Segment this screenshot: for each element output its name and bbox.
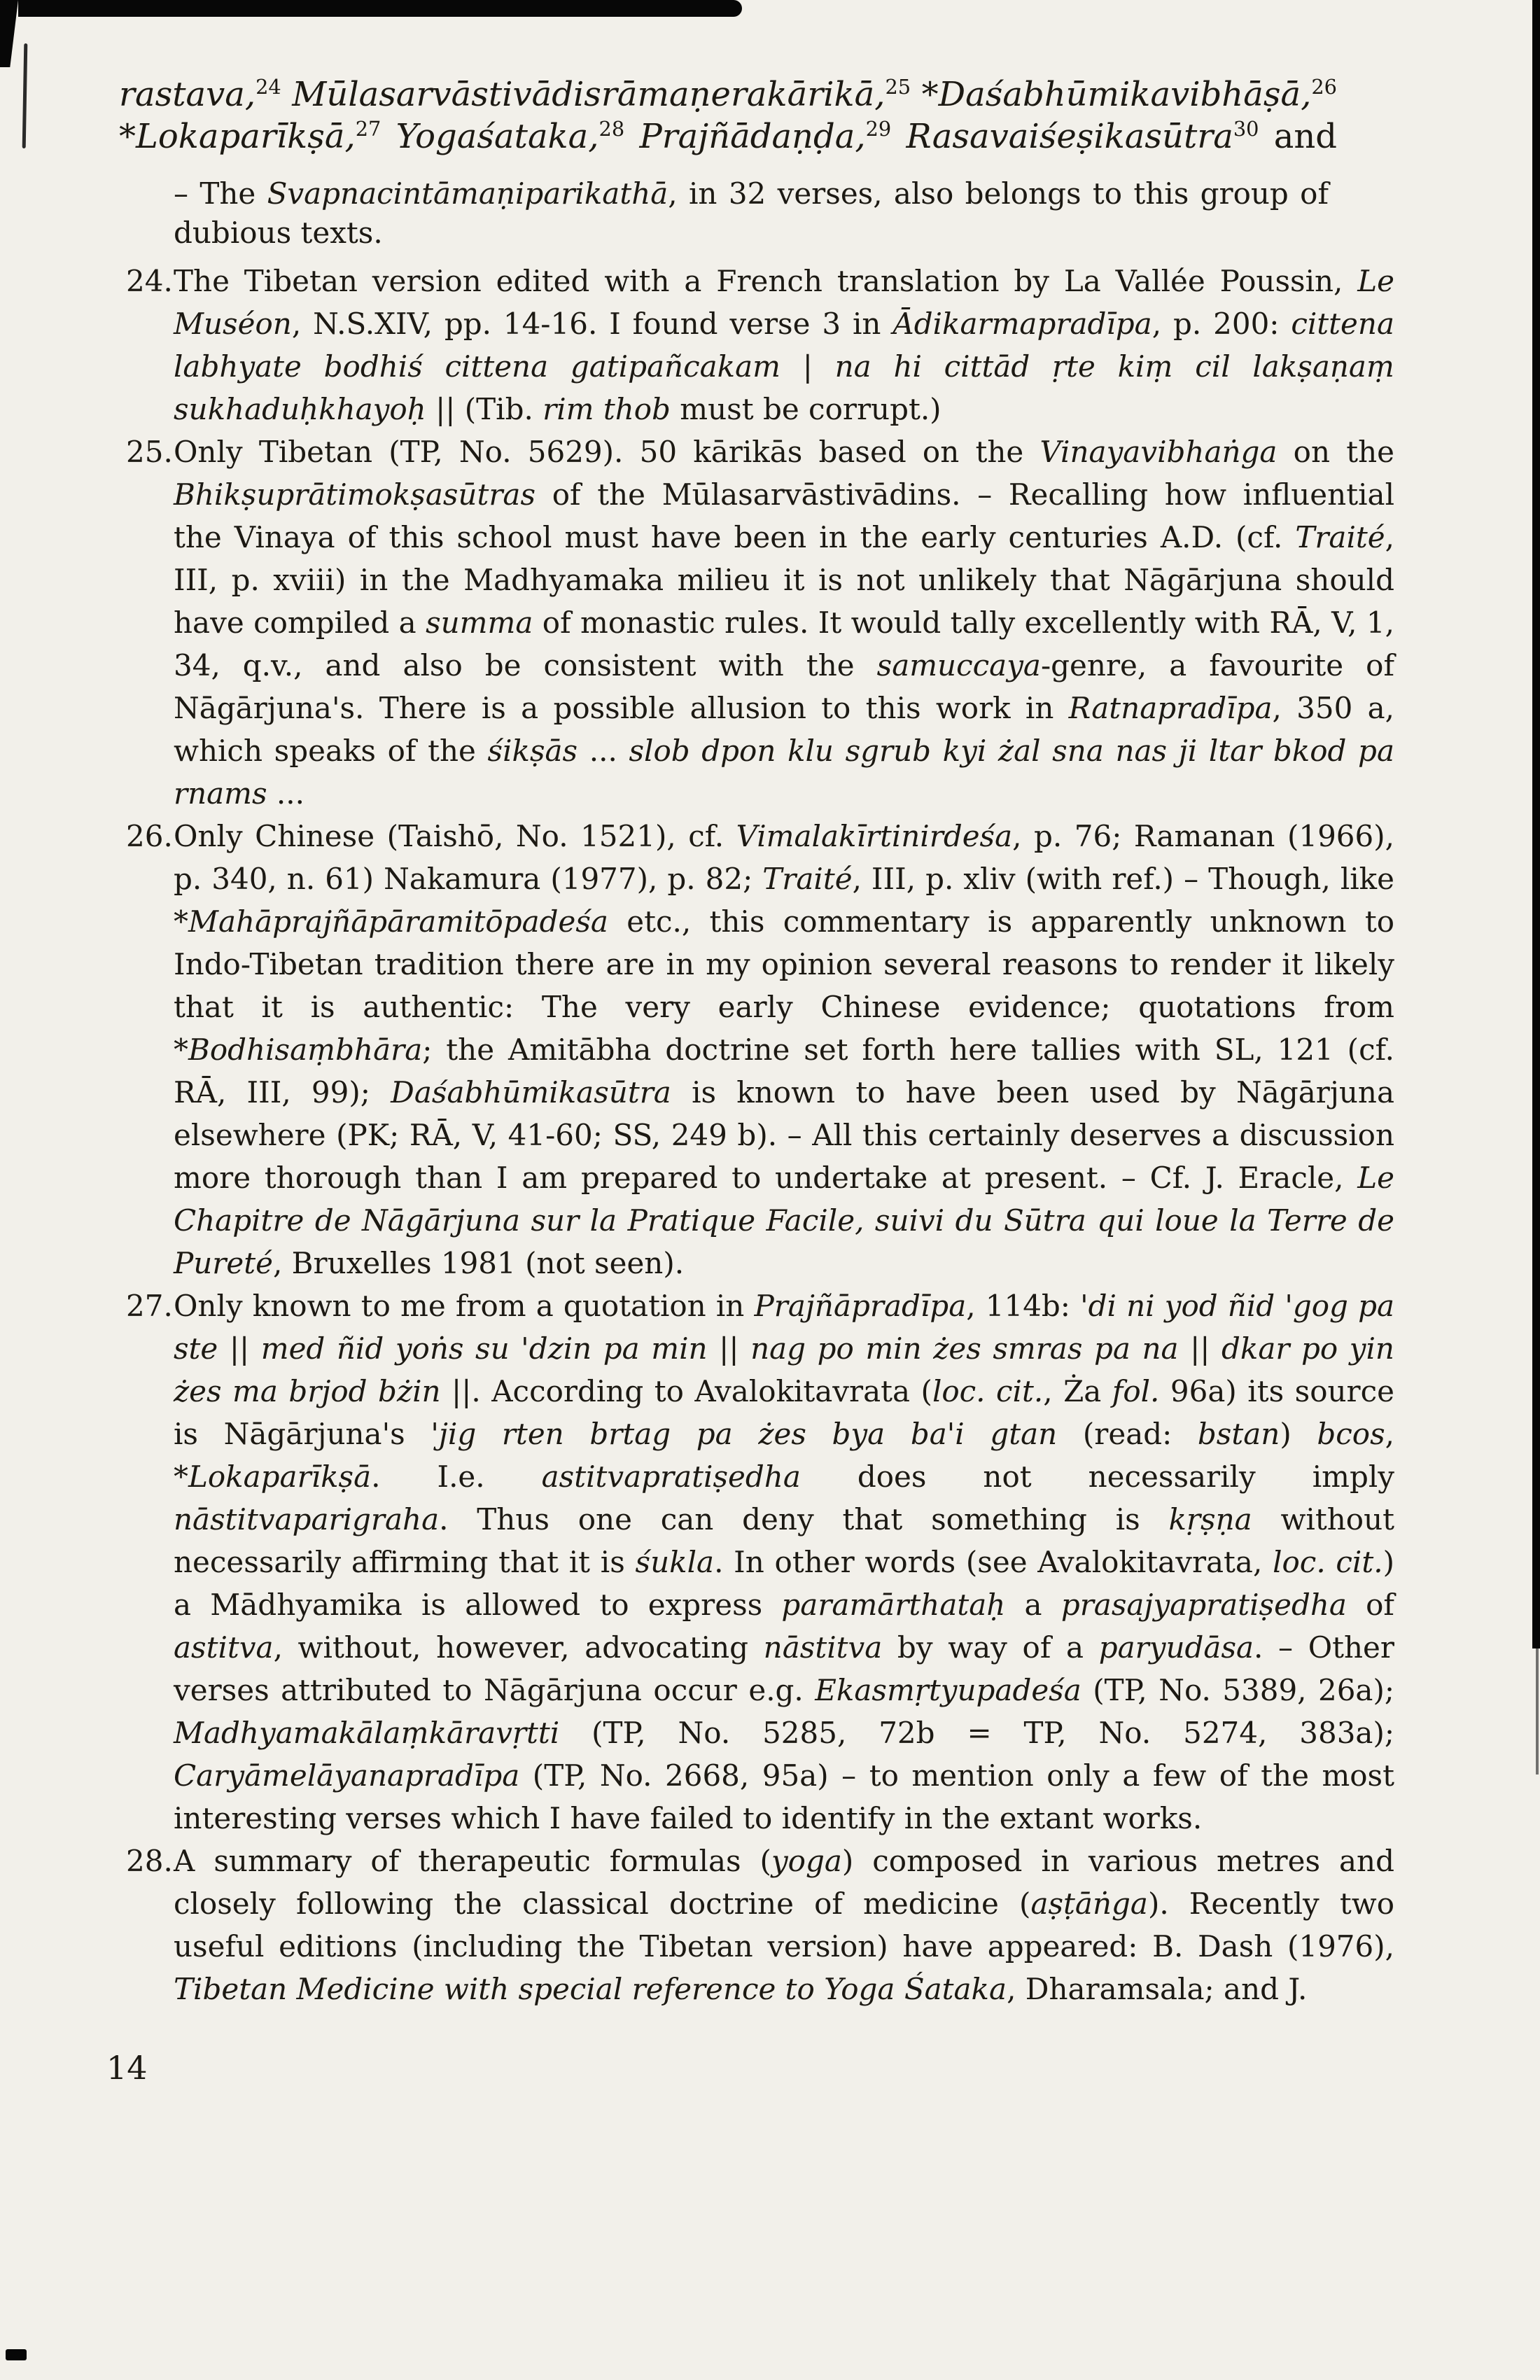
italic-text-run: aṣṭāṅga [1030,1886,1148,1921]
footnote-marker: 24 [255,75,281,99]
footnote-body [174,260,1394,430]
italic-text-run: 'di ni yod ñid 'gog pa ste [174,1289,1394,1366]
footnote-marker: 25 [885,75,911,99]
italic-text-run: bcos [1317,1417,1385,1451]
italic-text-run: Bhikṣuprātimokṣasūtras [174,477,536,512]
italic-text-run: paryudāsa [1098,1630,1254,1665]
italic-text-run: loc. cit. [1273,1545,1383,1579]
page-number: 14 [106,2049,148,2087]
text-run: , 114b: [966,1289,1081,1323]
footnote-marker: 29 [865,117,892,141]
footnote-body [174,815,1394,1284]
text-run: without necessarily affirming that it is [174,1502,1395,1579]
italic-text-run: samuccaya [876,648,1041,682]
page-content [106,74,1395,2087]
footnote-marker: 27 [355,117,382,141]
indented-note [174,174,1329,253]
scan-artifact-corner-mark [0,0,18,67]
italic-text-run: Vimalakīrtinirdeśa [736,819,1013,853]
text-run: ... [267,776,304,811]
text-run: , p. 200: [1152,307,1292,341]
italic-text-run: na hi cittād ṛte kiṃ cil lakṣaṇaṃ sukhaduḥkhayoḥ [174,349,1394,426]
italic-text-run: Tibetan Medicine with special reference to Yoga Śataka [174,1972,1007,2006]
italic-text-run: prasajyapratiṣedha [1060,1588,1347,1622]
italic-text-run: Mūlasarvāstivādisrāmaṇerakārikā, [281,75,886,114]
italic-text-run: fol. [1112,1374,1160,1408]
italic-text-run: Ādikarmapradīpa [892,307,1152,341]
text-run: , N.S.XIV, pp. 14-16. I found verse 3 in [291,307,893,341]
footnote-number: 27. [126,1289,173,1323]
italic-text-run: Svapnacintāmaṇiparikathā [267,176,668,211]
text-run: , * [174,1417,1394,1494]
footnote-body [174,1840,1394,2010]
scan-artifact-right-edge [1532,0,1540,1648]
footnote-number: 24. [126,264,173,298]
scan-artifact-right-edge-tail [1536,1648,1539,1774]
text-run: , III, p. xliv (with ref.) – Though, like * [174,862,1394,939]
text-run: , without, however, advocating [273,1630,764,1665]
italic-text-run: med ñid yoṅs su 'dzin pa min [260,1331,708,1366]
text-run: on the [1277,435,1394,469]
text-run: || (Tib. [426,392,543,426]
text-run: , 350 a, which speaks of the [174,691,1395,768]
italic-text-run: loc. cit. [932,1374,1044,1408]
scan-artifact-left-line [22,43,28,148]
footnote-number: 25. [126,435,173,469]
footnotes-list [126,260,1394,2010]
text-run: , Ża [1043,1374,1112,1408]
italic-text-run: Ekasmṛtyupadeśa [815,1673,1082,1707]
text-run: Only known to me from a quotation in [174,1289,755,1323]
italic-text-run: Le Chapitre de Nāgārjuna sur la Pratique Facile, suivi du Sūtra qui loue la Terre de Pureté [174,1161,1394,1280]
footnote-number: 26. [126,819,173,853]
text-run: of [1346,1588,1394,1622]
text-run: of monastic rules. It would tally excellently with RĀ, V, 1, 34, q.v., and also be consistent with the [174,606,1394,682]
scan-artifact-bottom-mark [6,2349,27,2360]
text-run: . I.e. [371,1460,542,1494]
text-run: . – Other verses attributed to Nāgārjuna occur e.g. [174,1630,1394,1707]
text-run: | [780,349,835,384]
italic-text-run: nāstitva [763,1630,883,1665]
text-run: (TP, No. 5285, 72b = TP, No. 5274, 383a); [559,1716,1394,1750]
italic-text-run: rastava, [119,75,256,114]
italic-text-run: rim thob [542,392,671,426]
intro-paragraph [119,74,1337,158]
text-run: (TP, No. 5389, 26a); [1081,1673,1395,1707]
footnote-item [126,260,1394,430]
text-run: Only Tibetan (TP, No. 5629). 50 kārikās based on the [174,435,1040,469]
footnote-item [126,815,1394,1284]
text-run: and [1259,117,1338,156]
text-run: Only Chinese (Taishō, No. 1521), cf. [174,819,736,853]
text-run: , Bruxelles 1981 (not seen). [272,1246,685,1280]
italic-text-run: Caryāmelāyanapradīpa [174,1758,520,1793]
text-run: by way of a [882,1630,1099,1665]
italic-text-run: *Lokaparīkṣā, [119,117,356,156]
text-run: (read: [1057,1417,1198,1451]
text-run: -genre, a favourite of Nāgārjuna's. There is a possible allusion to this work in [174,648,1394,725]
text-run: ||. According to Avalokitavrata ( [440,1374,932,1408]
italic-text-run: *Daśabhūmikavibhāṣā, [911,75,1312,114]
text-run: must be corrupt.) [670,392,941,426]
italic-text-run: Lokaparīkṣā [188,1460,372,1494]
italic-text-run: cittena labhyate bodhiś cittena gatipañcakam [174,307,1394,384]
italic-text-run: paramārthataḥ [781,1588,1006,1622]
footnote-item [126,1284,1394,1840]
text-run: of the Mūlasarvāstivādins. – Recalling how influential the Vinaya of this school must have been in the early centuries A.D. (cf. [174,477,1394,554]
text-run: , Dharamsala; and J. [1007,1972,1308,2006]
italic-text-run: bstan [1197,1417,1280,1451]
italic-text-run: nāstitvaparigraha [174,1502,440,1536]
text-run: ; the Amitābha doctrine set forth here tallies with SL, 121 (cf. RĀ, III, 99); [174,1032,1394,1110]
italic-text-run: astitvapratiṣedha [541,1460,801,1494]
text-run: etc., this commentary is apparently unknown to Indo-Tibetan tradition there are in my opinion several reasons to render it likely that it is authentic: The very early Chinese evidence; quotations from * [174,904,1394,1067]
text-run: || [707,1331,751,1366]
footnote-marker: 30 [1233,117,1259,141]
text-run: does not necessarily imply [800,1460,1394,1494]
italic-text-run: kṛṣṇa [1168,1502,1252,1536]
text-run: || [1178,1331,1222,1366]
italic-text-run: Rasavaiśeṣikasūtra [891,117,1233,156]
italic-text-run: 'jig rten brtag pa żes bya ba'i gtan [430,1417,1058,1451]
text-run: a [1005,1588,1061,1622]
text-run: The Tibetan version edited with a French translation by La Vallée Poussin, [174,264,1358,298]
footnote-item [126,1840,1394,2010]
footnote-item [126,430,1394,815]
footnote-marker: 28 [598,117,625,141]
intro-line [119,74,1337,115]
text-run: ). Recently two useful editions (including the Tibetan version) have appeared: B. Dash (1976), [174,1886,1394,1963]
italic-text-run: Prajñādaṇḍa, [624,117,866,156]
text-run: 96a) its source is Nāgārjuna's [174,1374,1394,1451]
text-run: , III, p. xviii) in the Madhyamaka milieu it is not unlikely that Nāgārjuna should have compiled a [174,520,1394,640]
italic-text-run: slob dpon klu sgrub kyi żal sna nas ji ltar bkod pa rnams [174,734,1394,811]
italic-text-run: Mahāprajñāpāramitōpadeśa [188,904,608,939]
text-run: || [218,1331,261,1366]
italic-text-run: dkar po yin żes ma brjod bżin [174,1331,1394,1408]
text-run: (TP, No. 2668, 95a) – to mention only a few of the most interesting verses which I have failed to identify in the extant works. [174,1758,1394,1835]
italic-text-run: summa [426,606,533,640]
text-run: , in 32 verses, also belongs to this group of dubious texts. [174,176,1329,250]
text-run: A summary of therapeutic formulas ( [174,1844,771,1878]
text-run: is known to have been used by Nāgārjuna elsewhere (PK; RĀ, V, 41-60; SS, 249 b). – All this certainly deserves a discussion more thorough than I am prepared to undertake at present. – Cf. J. Eracle, [174,1075,1394,1195]
italic-text-run: śukla [635,1545,715,1579]
footnote-body [174,430,1394,815]
text-run: , p. 76; Ramanan (1966), p. 340, n. 61) Nakamura (1977), p. 82; [174,819,1394,896]
italic-text-run: Vinayavibhaṅga [1040,435,1278,469]
italic-text-run: Traité [762,862,853,896]
text-run: . In other words (see Avalokitavrata, [714,1545,1273,1579]
footnote-marker: 26 [1311,75,1337,99]
text-run: – The [174,176,267,211]
italic-text-run: astitva [174,1630,274,1665]
footnote-body [174,1284,1394,1840]
footnote-number: 28. [126,1844,173,1878]
italic-text-run: Le Muséon [174,264,1394,341]
italic-text-run: Prajñāpradīpa [754,1289,967,1323]
text-run: ) a Mādhyamika is allowed to express [174,1545,1394,1622]
scan-artifact-top-bar [18,0,742,17]
italic-text-run: Bodhisaṃbhāra [188,1032,423,1067]
italic-text-run: nag po min żes smras pa na [750,1331,1179,1366]
text-run: ... [578,734,629,768]
text-run: ) [1280,1417,1317,1451]
italic-text-run: Yogaśataka, [381,117,599,156]
text-run: ) composed in various metres and closely following the classical doctrine of medicine ( [174,1844,1394,1921]
italic-text-run: Daśabhūmikasūtra [391,1075,671,1110]
italic-text-run: Traité [1295,520,1385,554]
italic-text-run: yoga [771,1844,842,1878]
italic-text-run: Ratnapradīpa [1068,691,1273,725]
italic-text-run: śikṣās [487,734,578,768]
italic-text-run: Madhyamakālaṃkāravṛtti [174,1716,560,1750]
intro-line [119,115,1337,158]
text-run: . Thus one can deny that something is [439,1502,1169,1536]
